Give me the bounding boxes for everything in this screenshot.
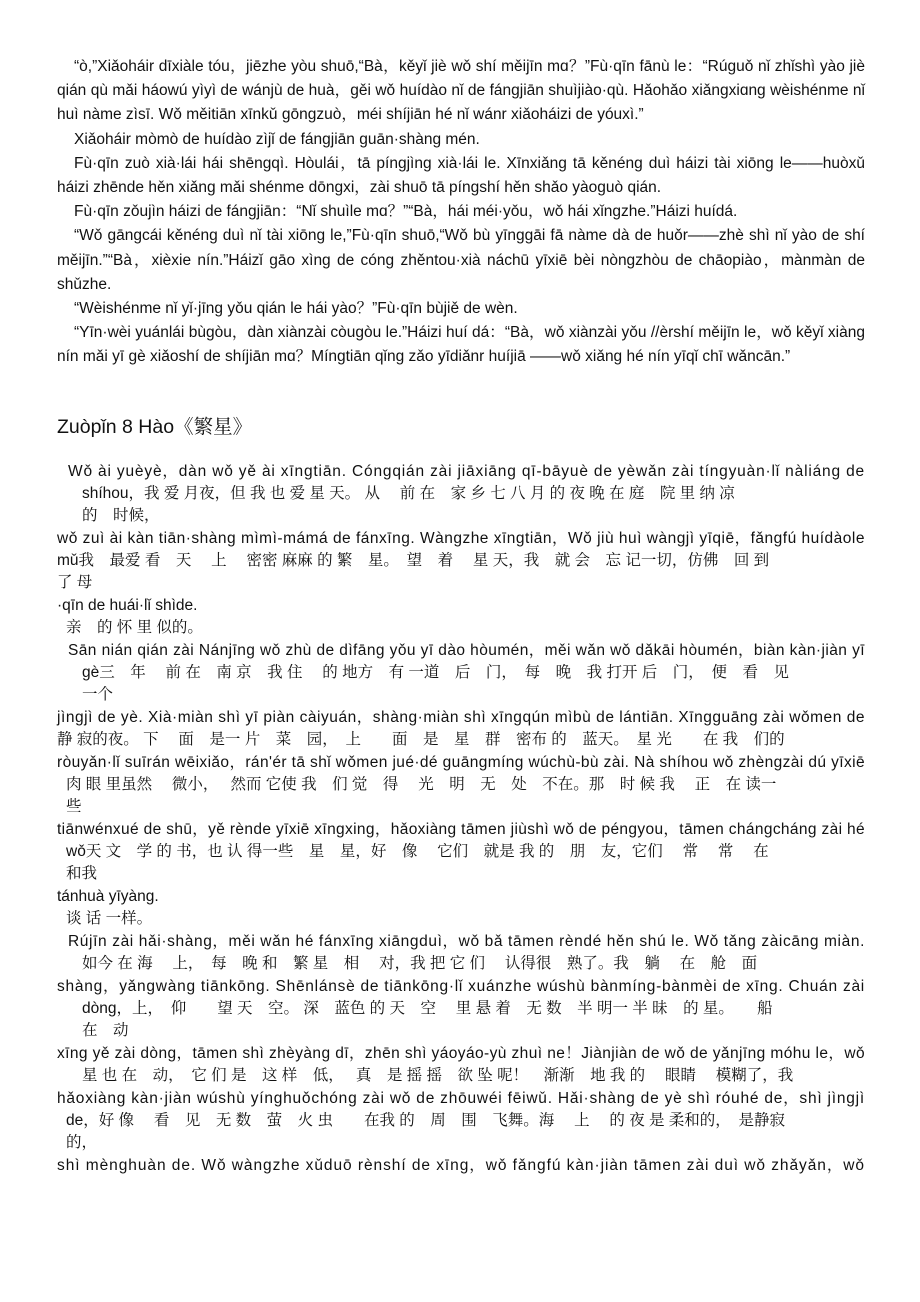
hanzi-line: 些 <box>66 797 82 815</box>
pinyin-line: tiānwénxué de shū，yě rènde yīxiē xīngxing，hǎoxiàng tāmen jiùshì wǒ de péngyou，tāmen chángcháng zài hé <box>57 820 865 838</box>
pinyin-line: shì mènghuàn de. Wǒ wàngzhe xǔduō rènshí de xīng，wǒ fǎngfú kàn·jiàn tāmen zài duì wǒ zhǎyǎn，wǒ <box>57 1156 865 1174</box>
hanzi-line: 的， <box>66 1133 98 1151</box>
pinyin-line: ròuyǎn·lǐ suīrán wēixiǎo，rán'ér tā shǐ wǒmen jué·dé guāngmíng wúchù-bù zài. Nà shíhou wǒ zhèngzài dú yīxiē <box>57 753 865 771</box>
pinyin-line: ·qīn de huái·lǐ shìde. <box>57 596 198 614</box>
document-page <box>57 55 865 1177</box>
pinyin-line: Rújīn zài hǎi·shàng，měi wǎn hé fánxīng xiāngduì，wǒ bǎ tāmen rèndé hěn shú le. Wǒ tǎng zàicāng miàn. <box>68 932 865 950</box>
hanzi-line: 了 母 <box>57 573 93 591</box>
pinyin-line: tánhuà yīyàng. <box>57 887 159 905</box>
hanzi-line: 静 寂的夜。 下 面 是一 片 菜 园， 上 面 是 星 群 密布 的 蓝天。 星 光 在 我 们的 <box>57 730 785 748</box>
pinyin-line: jìngjì de yè. Xià·miàn shì yī piàn càiyuán，shàng·miàn shì xīngqún mìbù de lántiān. Xīngguāng zài wǒmen de <box>57 708 865 726</box>
paragraph: “Yīn·wèi yuánlái bùgòu，dàn xiànzài còugòu le.”Háizi huí dá：“Bà，wǒ xiànzài yǒu //èrshí měijīn le，wǒ kěyǐ xiàng nín mǎi yī gè xiǎoshí de shíjiān mɑ？Míngtiān qǐng zǎo yīdiǎnr huíjiā ——wǒ xiǎng hé nín yīqǐ chī wǎncān.” <box>57 324 865 366</box>
pinyin-line: xīng yě zài dòng，tāmen shì zhèyàng dī，zhēn shì yáoyáo-yù zhuì ne！Jiànjiàn de wǒ de yǎnjīng móhu le，wǒ <box>57 1044 865 1062</box>
hanzi-line: mǔ我 最爱 看 天 上 密密 麻麻 的 繁 星。 望 着 星 天，我 就 会 忘 记一切，仿佛 回 到 <box>57 551 770 569</box>
hanzi-line: shíhou，我 爱 月夜，但 我 也 爱 星 天。 从 前 在 家 乡 七 八 月 的 夜 晚 在 庭 院 里 纳 凉 <box>82 484 735 502</box>
hanzi-line: 亲 的 怀 里 似的。 <box>66 618 203 636</box>
paragraph: “Wèishénme nǐ yǐ·jīng yǒu qián le hái yào？”Fù·qīn bùjiě de wèn. <box>74 300 518 318</box>
hanzi-line: 的 时候， <box>82 506 160 524</box>
hanzi-line: 一个 <box>82 685 114 703</box>
hanzi-line: 星 也 在 动， 它 们 是 这 样 低， 真 是 摇 摇 欲 坠 呢！ 渐渐 地 我 的 眼睛 模糊了，我 <box>82 1066 794 1084</box>
hanzi-line: de，好 像 看 见 无 数 萤 火 虫 在我 的 周 围 飞舞。海 上 的 夜 是 柔和的， 是静寂 <box>66 1111 786 1129</box>
paragraph: “ò,”Xiǎoháir dīxiàle tóu，jiēzhe yòu shuō,“Bà，kěyǐ jiè wǒ shí měijīn mɑ？”Fù·qīn fānù le：“Rúguǒ nǐ zhǐshì yào jiè qián qù mǎi háowú yìyì de wánjù de huà，gěi wǒ huídào nǐ de fángjiān shuìjiào·qù. Hǎohǎo xiǎngxiɑng wèishénme nǐ huì nàme zìsī. Wǒ měitiān xīnkǔ gōngzuò，méi shíjiān hé nǐ wánr xiǎoháizi de yóuxì.” <box>57 58 865 124</box>
pinyin-line: Sān nián qián zài Nánjīng wǒ zhù de dìfāng yǒu yī dào hòumén，měi wǎn wǒ dǎkāi hòumén，biàn kàn·jiàn yī <box>68 641 865 659</box>
hanzi-line: 在 动 <box>82 1021 129 1039</box>
hanzi-line: dòng，上， 仰 望 天 空。 深 蓝色 的 天 空 里 悬 着 无 数 半 明一 半 昧 的 星。 船 <box>82 999 773 1017</box>
hanzi-line: 肉 眼 里虽然 微小， 然而 它使 我 们 觉 得 光 明 无 处 不在。那 时 候 我 正 在 读一 <box>66 775 777 793</box>
hanzi-line: 如今 在 海 上， 每 晚 和 繁 星 相 对，我 把 它 们 认得很 熟了。我 躺 在 舱 面 <box>82 954 758 972</box>
section-title: Zuòpǐn 8 Hào《繁星》 <box>57 415 253 438</box>
hanzi-line: 和我 <box>66 864 98 882</box>
hanzi-line: 谈 话 一样。 <box>66 909 153 927</box>
pinyin-line: hǎoxiàng kàn·jiàn wúshù yínghuǒchóng zài wǒ de zhōuwéi fēiwǔ. Hǎi·shàng de yè shì róuhé de，shì jìngjì <box>57 1089 865 1107</box>
hanzi-line: gè三 年 前 在 南 京 我 住 的 地方 有 一道 后 门， 每 晚 我 打开 后 门， 便 看 见 <box>82 663 790 681</box>
story-8-text <box>57 460 865 1177</box>
paragraph: Fù·qīn zǒujìn háizi de fángjiān：“Nǐ shuìle mɑ？”“Bà，hái méi·yǒu，wǒ hái xǐngzhe.”Háizi huídá. <box>74 203 738 221</box>
paragraph: Xiǎoháir mòmò de huídào zìjǐ de fángjiān guān·shàng mén. <box>74 130 480 148</box>
paragraph: “Wǒ gāngcái kěnéng duì nǐ tài xiōng le,”Fù·qīn shuō,“Wǒ bù yīnggāi fā nàme dà de huǒr——zhè shì nǐ yào de shí měijīn.”“Bà，xièxie nín.”Háizǐ gāo xìng de cóng zhěntou·xià náchū yīxiē bèi nòngzhòu de chāopiào，mànmàn de shǔzhe. <box>57 227 865 293</box>
pinyin-line: shàng，yǎngwàng tiānkōng. Shēnlánsè de tiānkōng·lǐ xuánzhe wúshù bànmíng-bànmèi de xīng. Chuán zài <box>57 977 865 995</box>
story-7-text <box>57 55 865 370</box>
hanzi-line: wǒ天 文 学 的 书，也 认 得一些 星 星，好 像 它们 就是 我 的 朋 友，它们 常 常 在 <box>66 842 769 860</box>
paragraph: Fù·qīn zuò xià·lái hái shēngqì. Hòulái，tā píngjìng xià·lái le. Xīnxiǎng tā kěnéng duì háizi tài xiōng le——huòxǔ háizi zhēnde hěn xiǎng mǎi shénme dōngxi，zài shuō tā píngshí hěn shǎo yàoguò qián. <box>57 154 865 197</box>
pinyin-line: wǒ zuì ài kàn tiān·shàng mìmì-mámá de fánxīng. Wàngzhe xīngtiān，Wǒ jiù huì wàngjì yīqiē，fǎngfú huídàole <box>57 529 865 547</box>
pinyin-line: Wǒ ài yuèyè，dàn wǒ yě ài xīngtiān. Cóngqián zài jiāxiāng qī-bāyuè de yèwǎn zài tíngyuàn·lǐ nàliáng de <box>68 462 865 480</box>
